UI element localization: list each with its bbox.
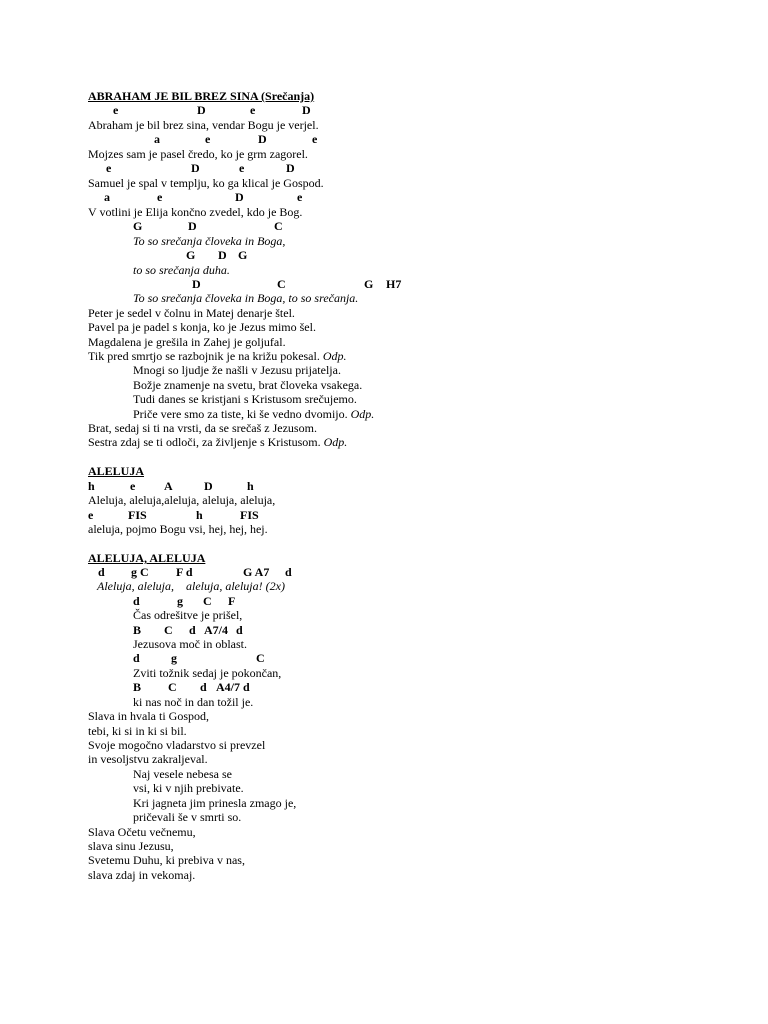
chord: D: [286, 161, 295, 175]
lyric-line: Aleluja, aleluja, aleluja, aleluja! (2x): [97, 579, 285, 593]
refrain-line: to so srečanja duha.: [133, 263, 230, 277]
chord: D: [302, 103, 311, 117]
chord: C: [274, 219, 283, 233]
chord: B: [133, 680, 142, 694]
chord: C: [168, 680, 177, 694]
chord: g: [177, 594, 183, 608]
lyric-line: Tudi danes se kristjani s Kristusom srečujemo.: [133, 392, 357, 406]
chord: g C: [131, 565, 149, 579]
chord: a: [104, 190, 110, 204]
odp-marker: Odp.: [350, 407, 375, 421]
lyric-line: Brat, sedaj si ti na vrsti, da se srečaš z Jezusom.: [88, 421, 317, 435]
chord: D: [197, 103, 206, 117]
lyric-line: vsi, ki v njih prebivate.: [133, 781, 244, 795]
chord: a: [154, 132, 160, 146]
chord: e: [250, 103, 256, 117]
chord: d: [236, 623, 243, 637]
lyric-line: in vesoljstvu zakraljeval.: [88, 752, 208, 766]
lyric-line: [88, 349, 347, 363]
lyric-line: Čas odrešitve je prišel,: [133, 608, 243, 622]
lyric-line: V votlini je Elija končno zvedel, kdo je Bog.: [88, 205, 303, 219]
chord: B: [133, 623, 142, 637]
chord: FIS: [240, 508, 259, 522]
lyric-line: Aleluja, aleluja,aleluja, aleluja, aleluja,: [88, 493, 276, 507]
chord: d: [285, 565, 292, 579]
chord: e: [312, 132, 318, 146]
chord: D: [218, 248, 227, 262]
chord: e: [113, 103, 119, 117]
lyric-line: Naj vesele nebesa se: [133, 767, 232, 781]
song-title: ALELUJA, ALELUJA: [88, 551, 206, 565]
chord: G A7: [243, 565, 270, 579]
chord: d: [200, 680, 207, 694]
chord: D: [191, 161, 200, 175]
lyric-line: [133, 407, 374, 421]
lyric-line: Slava Očetu večnemu,: [88, 825, 196, 839]
chord: C: [256, 651, 265, 665]
chord: A4/7 d: [216, 680, 250, 694]
lyric-line: [88, 435, 347, 449]
chord: d: [133, 594, 140, 608]
lyric-text: Sestra zdaj se ti odloči, za življenje s Kristusom.: [88, 435, 321, 449]
chord: h: [247, 479, 254, 493]
chord: H7: [386, 277, 402, 291]
song-title: ALELUJA: [88, 464, 145, 478]
chord: G: [133, 219, 143, 233]
refrain-line: To so srečanja človeka in Boga, to so srečanja.: [133, 291, 359, 305]
lyric-line: Samuel je spal v templju, ko ga klical je Gospod.: [88, 176, 324, 190]
chord: h: [88, 479, 95, 493]
odp-marker: Odp.: [322, 349, 347, 363]
lyric-line: Zviti tožnik sedaj je pokončan,: [133, 666, 282, 680]
lyric-line: Mojzes sam je pasel čredo, ko je grm zagorel.: [88, 147, 308, 161]
chord: A7/4: [204, 623, 228, 637]
lyric-line: Svoje mogočno vladarstvo si prevzel: [88, 738, 266, 752]
chord: D: [192, 277, 201, 291]
lyric-text: Tik pred smrtjo se razbojnik je na križu pokesal.: [88, 349, 320, 363]
lyric-line: Peter je sedel v čolnu in Matej denarje štel.: [88, 306, 295, 320]
lyric-line: pričevali še v smrti so.: [133, 810, 242, 824]
chord: e: [88, 508, 94, 522]
chord: e: [157, 190, 163, 204]
chord: D: [204, 479, 213, 493]
chord: G: [364, 277, 374, 291]
chord: e: [297, 190, 303, 204]
chord: d: [189, 623, 196, 637]
chord: d: [98, 565, 105, 579]
lyric-line: aleluja, pojmo Bogu vsi, hej, hej, hej.: [88, 522, 268, 536]
lyric-line: ki nas noč in dan tožil je.: [133, 695, 254, 709]
chord: F d: [176, 565, 193, 579]
chord: D: [235, 190, 244, 204]
chord: d: [133, 651, 140, 665]
chord: e: [106, 161, 112, 175]
lyric-line: Slava in hvala ti Gospod,: [88, 709, 209, 723]
chord: FIS: [128, 508, 147, 522]
lyric-line: Božje znamenje na svetu, brat človeka vsakega.: [133, 378, 363, 392]
lyric-line: Svetemu Duhu, ki prebiva v nas,: [88, 853, 245, 867]
lyric-line: slava zdaj in vekomaj.: [88, 868, 196, 882]
lyric-line: Pavel pa je padel s konja, ko je Jezus mimo šel.: [88, 320, 316, 334]
chord: G: [238, 248, 248, 262]
lyric-line: Kri jagneta jim prinesla zmago je,: [133, 796, 297, 810]
chord: e: [205, 132, 211, 146]
lyric-line: slava sinu Jezusu,: [88, 839, 174, 853]
lyric-line: Jezusova moč in oblast.: [133, 637, 247, 651]
odp-marker: Odp.: [323, 435, 348, 449]
lyric-text: Priče vere smo za tiste, ki še vedno dvomijo.: [133, 407, 348, 421]
lyric-line: Magdalena je grešila in Zahej je goljufal.: [88, 335, 286, 349]
chord: D: [258, 132, 267, 146]
lyric-line: Abraham je bil brez sina, vendar Bogu je verjel.: [88, 118, 319, 132]
lyric-line: tebi, ki si in ki si bil.: [88, 724, 187, 738]
chord: D: [188, 219, 197, 233]
chord: A: [164, 479, 173, 493]
song-title: ABRAHAM JE BIL BREZ SINA (Srečanja): [88, 89, 315, 103]
chord: C: [277, 277, 286, 291]
chord: F: [228, 594, 236, 608]
chord: g: [171, 651, 177, 665]
lyric-line: Mnogi so ljudje že našli v Jezusu prijatelja.: [133, 363, 341, 377]
refrain-line: To so srečanja človeka in Boga,: [133, 234, 286, 248]
chord: e: [130, 479, 136, 493]
chord: C: [164, 623, 173, 637]
chord: G: [186, 248, 196, 262]
chord: C: [203, 594, 212, 608]
chord: h: [196, 508, 203, 522]
chord: e: [239, 161, 245, 175]
